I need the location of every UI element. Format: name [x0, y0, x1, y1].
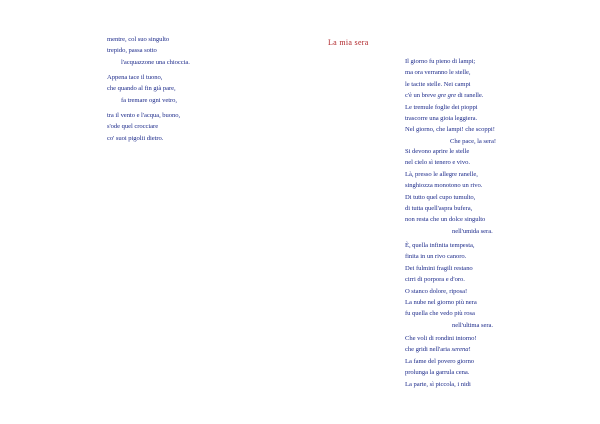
poem-line: fu quella che vedo più rosa	[405, 310, 475, 318]
poem-line: Di tutto quel cupo tumulto,	[405, 193, 476, 201]
poem-line: finita in un rivo canoro.	[405, 253, 467, 261]
left-stanza-2	[107, 72, 177, 106]
poem-line: O stanco dolore, riposa!	[405, 287, 468, 295]
poem-line: La nube nel giorno più nera	[405, 299, 477, 307]
poem-line: tra il vento e l'acqua, buono,	[107, 112, 181, 119]
poem-line: nell'umida sera.	[452, 227, 493, 235]
poem-line: singhiozza monotono un rivo.	[405, 182, 483, 190]
poem-line: La fame del povero giorno	[405, 357, 475, 365]
poem-line: Che voli di rondini intorno!	[405, 335, 477, 342]
poem-title: La mia sera	[328, 38, 369, 47]
poem-line: È, quella infinita tempesta,	[405, 242, 475, 249]
poem-line: co' suoi pigolii dietro.	[107, 134, 164, 142]
poem-line: trepido, passa sotto	[107, 47, 157, 55]
poem-line: prolunga la garrula cena.	[405, 369, 470, 377]
poem-line: nell'ultima sera.	[452, 321, 493, 329]
poem-line: mentre, col suo singulto	[107, 36, 170, 43]
poem-line: Che pace, la sera!	[450, 137, 496, 145]
poem-line: Il giorno fu pieno di lampi;	[405, 58, 476, 65]
right-stanza-2	[405, 146, 493, 237]
poem-line: La parte, sì piccola, i nidi	[405, 380, 471, 388]
poem-line: Nel giorno, che lampi! che scoppi!	[405, 126, 495, 134]
poem-line: nel cielo sì tenero e vivo.	[405, 159, 470, 167]
poem-line: Le tremule foglie dei pioppi	[405, 103, 478, 111]
poem-line: Appena tace il tuono,	[107, 74, 163, 81]
poem-line: non resta che un dolce singulto	[405, 216, 486, 224]
poem-line: cirri di porpora e d'oro.	[405, 276, 465, 284]
poem-line: Là, presso le allegre ranelle,	[405, 170, 478, 178]
poem-line: di tutta quell'aspra bufera,	[405, 205, 473, 213]
poem-line: c'è un breve gre gre di ranelle.	[405, 92, 484, 100]
poem-line: che quando al fin già pare,	[107, 85, 176, 93]
left-stanza-3	[107, 110, 180, 144]
poem-line: l'acquazzone una chioccia.	[121, 58, 190, 66]
left-stanza-1	[107, 34, 190, 68]
right-stanza-1	[405, 56, 496, 147]
poem-line: ma ora verranno le stelle,	[405, 69, 471, 77]
poem-line: che gridi nell'aria serena!	[405, 346, 471, 354]
right-stanza-4	[405, 333, 477, 390]
poem-line: le tacite stelle. Nei campi	[405, 80, 471, 88]
poem-line: trascorre una gioia leggiera.	[405, 115, 478, 123]
poem-line: Dei fulmini fragili restano	[405, 264, 473, 272]
right-stanza-3	[405, 240, 493, 331]
poem-line: Si devono aprire le stelle	[405, 148, 470, 155]
poem-line: s'ode quel crocciare	[107, 123, 159, 131]
poem-line: fa tremare ogni vetro,	[121, 96, 178, 104]
